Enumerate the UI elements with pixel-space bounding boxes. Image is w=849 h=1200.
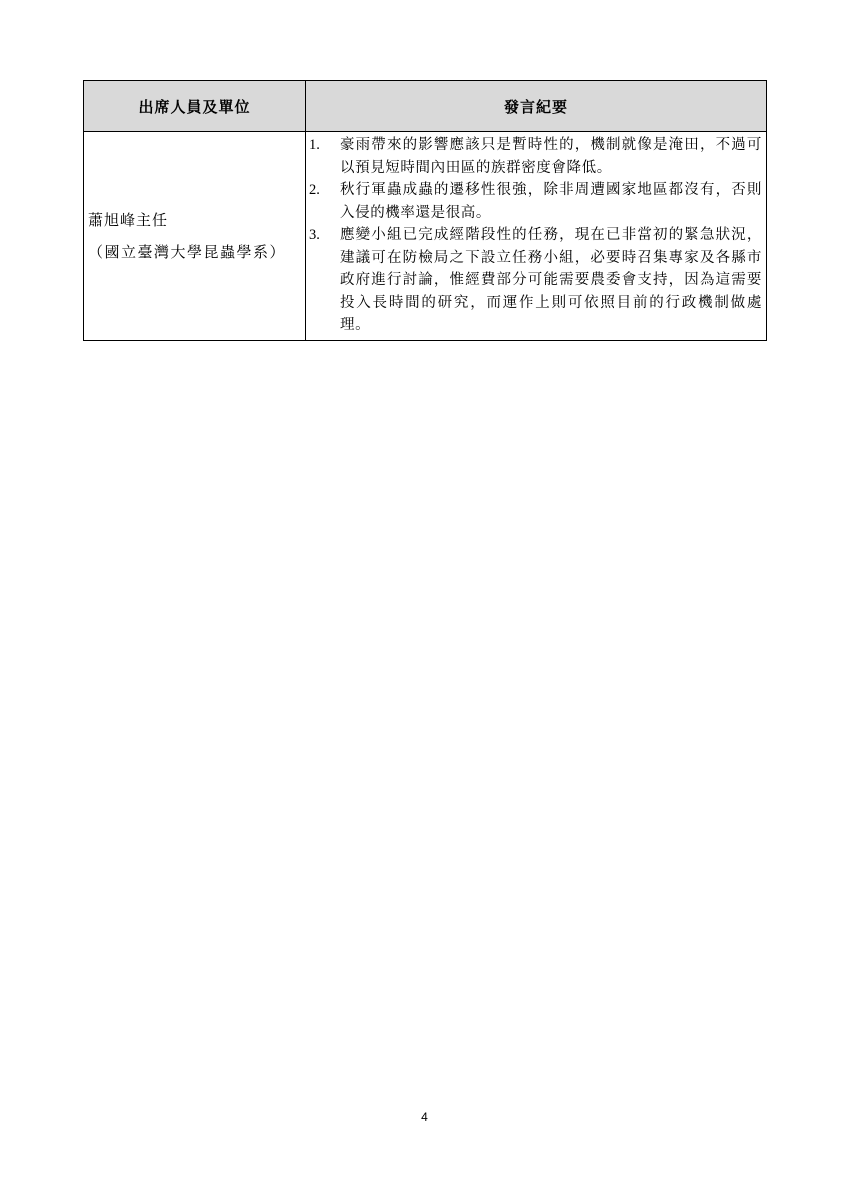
list-item-text: 應變小組已完成經階段性的任務，現在已非當初的緊急狀況，建議可在防檢局之下設立任務小組，必要時召集專家及各縣市政府進行討論，惟經費部分可能需要農委會支持，因為這需要投入長時間的研究，而運作上則可依照目前的行政機制做處理。 [340,227,762,333]
speech-summary-cell [306,132,767,341]
attendee-name: 蕭旭峰主任 [88,210,169,229]
table-header-row [84,81,767,132]
meeting-minutes-table [83,80,767,341]
list-item [306,179,762,224]
list-item-text: 豪雨帶來的影響應該只是暫時性的，機制就像是淹田，不過可以預見短時間內田區的族群密度會降低。 [340,137,762,176]
list-item-text: 秋行軍蟲成蟲的遷移性很強，除非周遭國家地區都沒有，否則入侵的機率還是很高。 [340,182,762,221]
list-item-number: 3. [309,227,320,243]
table-row [84,132,767,341]
attendee-cell [84,132,306,341]
header-attendee-unit: 出席人員及單位 [84,81,306,132]
attendee-unit: （國立臺灣大學昆蟲學系） [88,242,287,261]
list-item [306,224,762,337]
speech-summary-list [306,134,762,337]
list-item-number: 2. [309,182,320,198]
header-speech-summary: 發言紀要 [306,81,767,132]
page-number: 4 [421,1110,428,1124]
list-item [306,134,762,179]
list-item-number: 1. [309,137,320,153]
